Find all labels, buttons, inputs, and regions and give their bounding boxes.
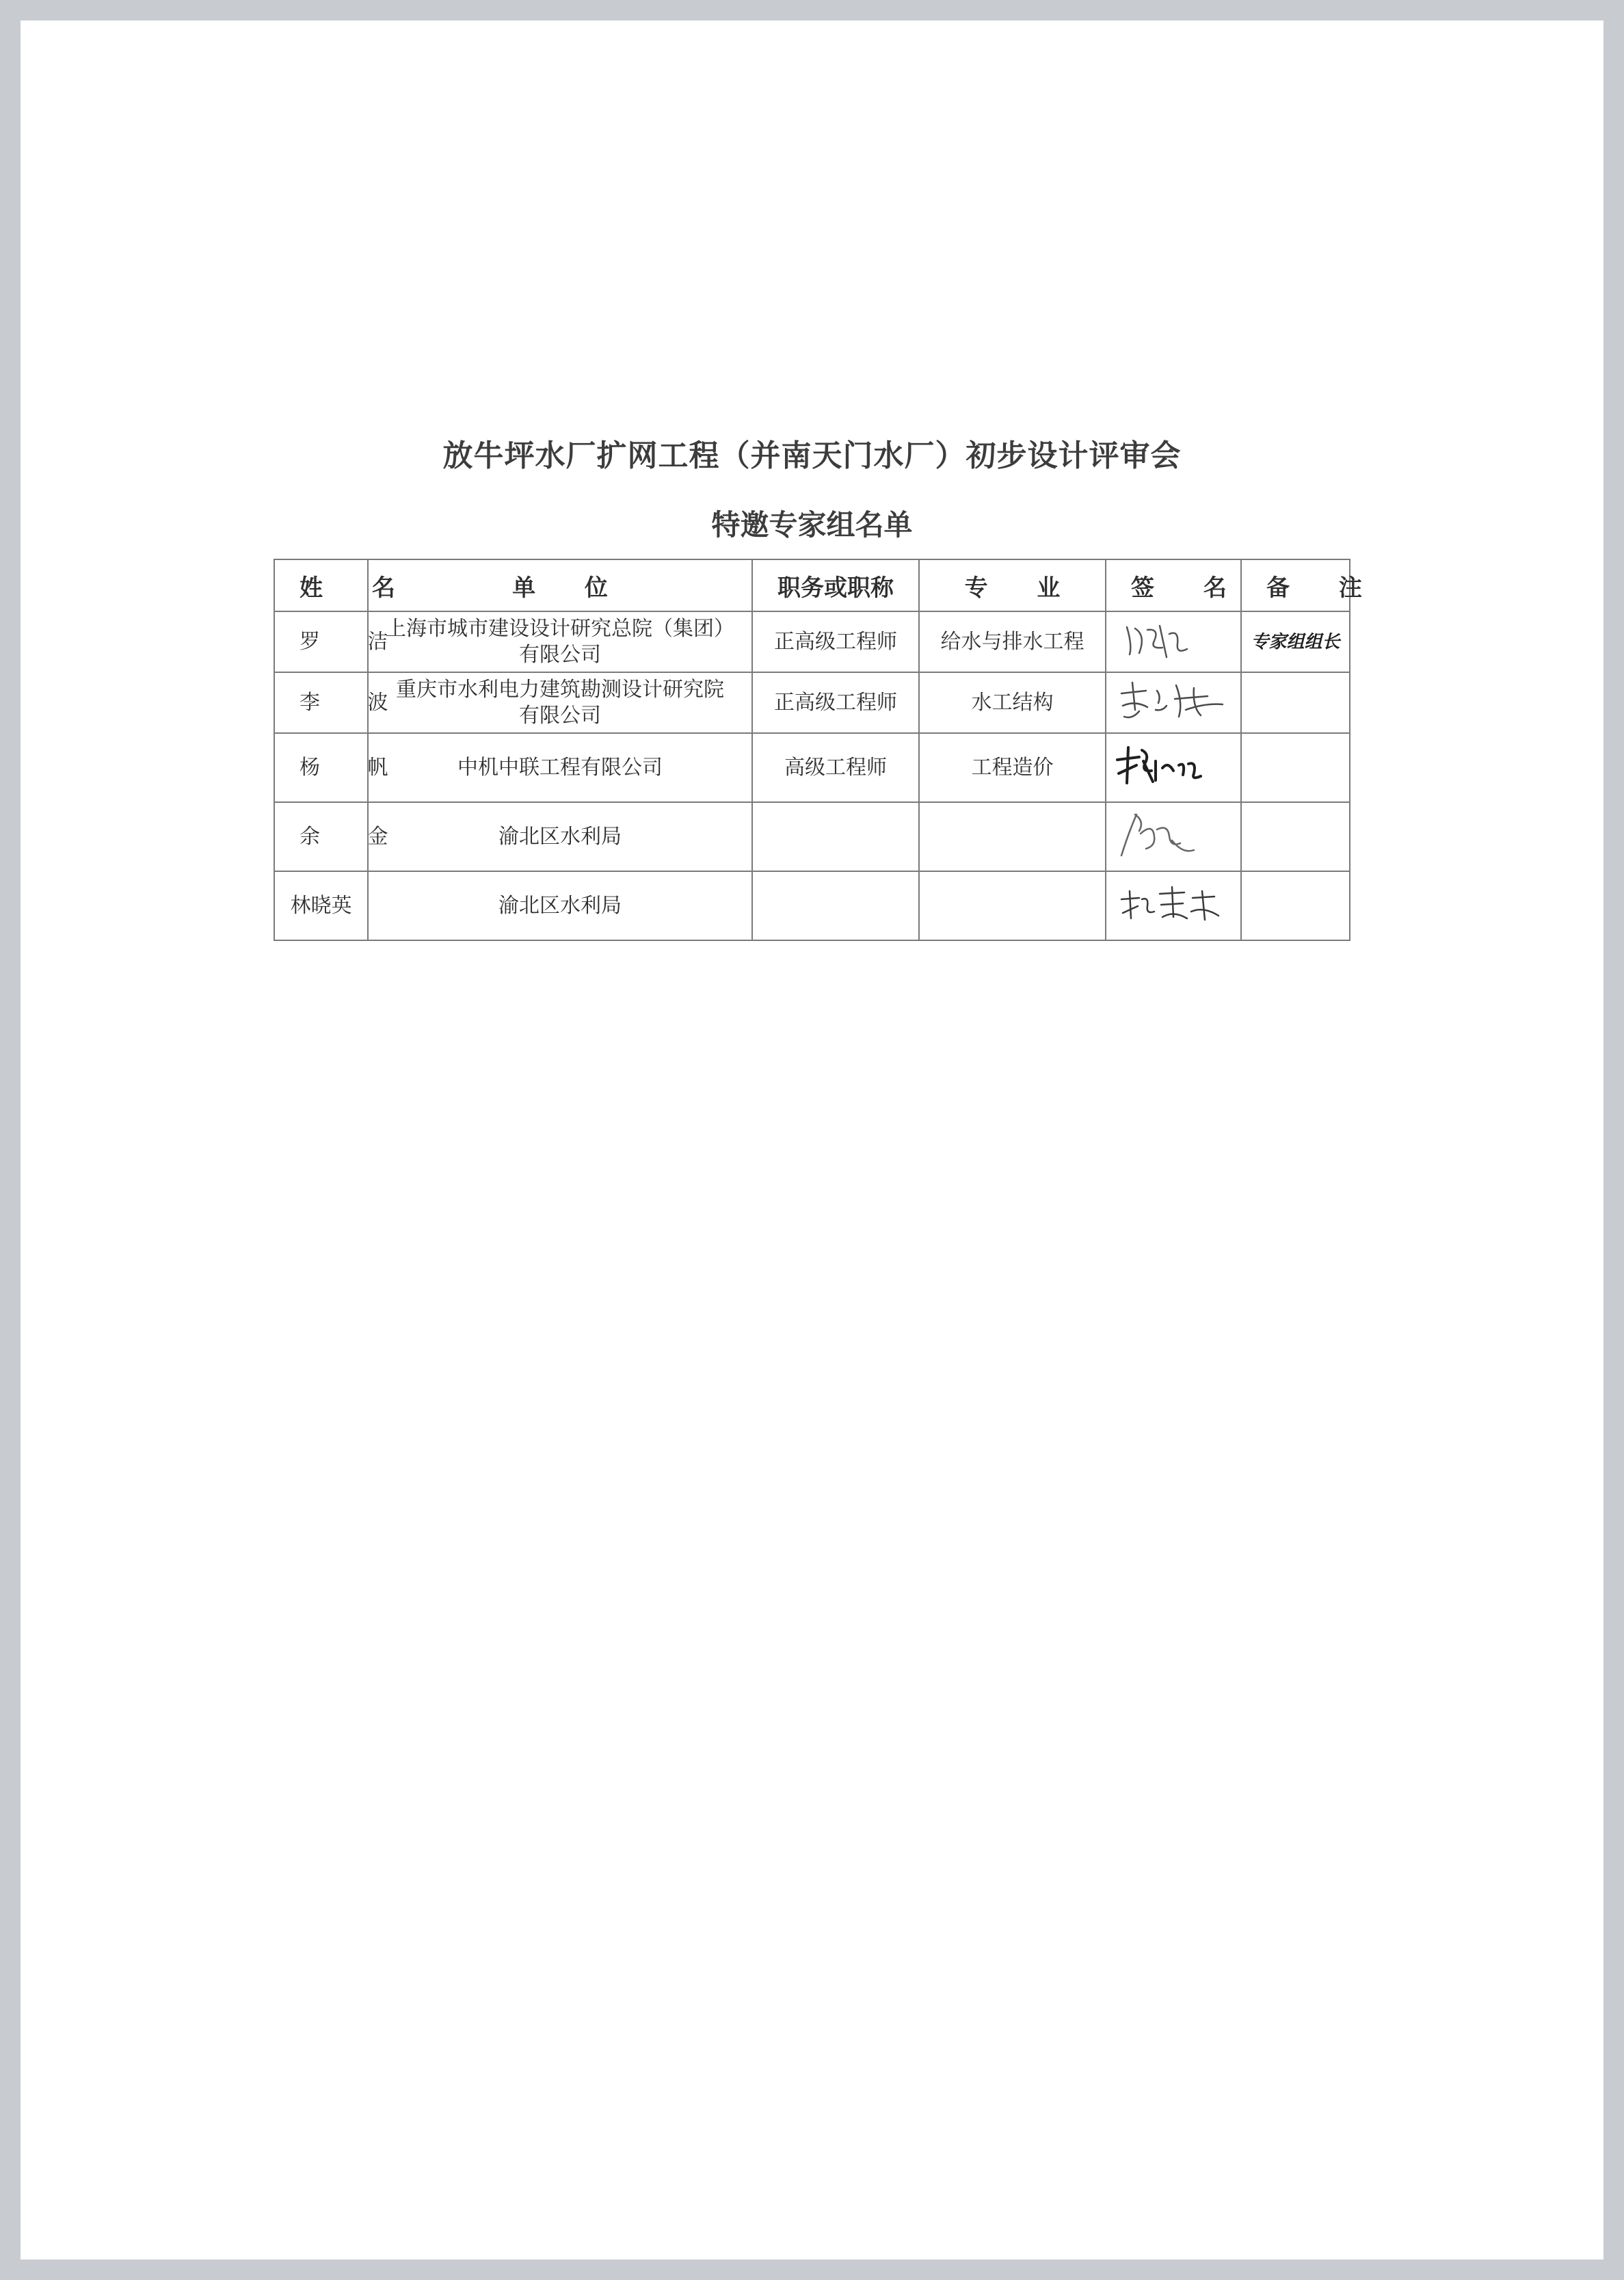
table-row [274, 871, 1350, 940]
table-row [274, 802, 1350, 871]
header-unit: 单 位 [368, 559, 752, 611]
expert-roster-table [274, 559, 1383, 941]
cell-signature [1106, 871, 1241, 940]
table-row [274, 672, 1350, 733]
cell-title [752, 871, 919, 940]
document-page [21, 21, 1603, 2259]
cell-remark [1241, 871, 1350, 940]
cell-remark [1241, 611, 1350, 672]
document-subtitle: 特邀专家组名单 [711, 508, 913, 542]
unit-line: 中机中联工程有限公司 [457, 755, 663, 780]
table-header-row [274, 559, 1350, 611]
header-major: 专 业 [919, 559, 1106, 611]
cell-unit [368, 672, 752, 733]
cell-title: 高级工程师 [752, 733, 919, 802]
cell-name: 余 金 [274, 802, 368, 871]
cell-signature [1106, 733, 1241, 802]
remark-text: 专家组组长 [1251, 632, 1340, 652]
header-signature: 签 名 [1106, 559, 1241, 611]
cell-major: 工程造价 [919, 733, 1106, 802]
document-title: 放牛坪水厂扩网工程（并南天门水厂）初步设计评审会 [442, 438, 1182, 473]
signature-image [1112, 879, 1235, 927]
unit-line: 有限公司 [519, 642, 601, 667]
cell-title: 正高级工程师 [752, 672, 919, 733]
signature-image [1112, 615, 1235, 663]
cell-unit [368, 871, 752, 940]
unit-line: 有限公司 [519, 703, 601, 728]
table-row [274, 611, 1350, 672]
cell-unit [368, 611, 752, 672]
cell-remark [1241, 733, 1350, 802]
cell-signature [1106, 672, 1241, 733]
unit-line: 重庆市水利电力建筑勘测设计研究院 [396, 677, 724, 702]
cell-major [919, 871, 1106, 940]
cell-major [919, 802, 1106, 871]
signature-image [1112, 806, 1235, 861]
cell-name: 杨 帆 [274, 733, 368, 802]
cell-title [752, 802, 919, 871]
cell-unit [368, 802, 752, 871]
cell-remark [1241, 802, 1350, 871]
cell-name: 林晓英 [274, 871, 368, 940]
signature-image [1112, 676, 1235, 724]
unit-line: 渝北区水利局 [498, 893, 622, 918]
unit-line: 上海市城市建设设计研究总院（集团） [386, 616, 734, 641]
cell-title: 正高级工程师 [752, 611, 919, 672]
cell-signature [1106, 611, 1241, 672]
signature-image [1112, 741, 1235, 788]
cell-signature [1106, 802, 1241, 871]
cell-major: 水工结构 [919, 672, 1106, 733]
header-name: 姓 名 [274, 559, 368, 611]
cell-unit [368, 733, 752, 802]
cell-major: 给水与排水工程 [919, 611, 1106, 672]
header-remark: 备 注 [1241, 559, 1350, 611]
table-row [274, 733, 1350, 802]
header-title: 职务或职称 [752, 559, 919, 611]
cell-name: 罗 洁 [274, 611, 368, 672]
cell-name: 李 波 [274, 672, 368, 733]
cell-remark [1241, 672, 1350, 733]
unit-line: 渝北区水利局 [498, 824, 622, 849]
